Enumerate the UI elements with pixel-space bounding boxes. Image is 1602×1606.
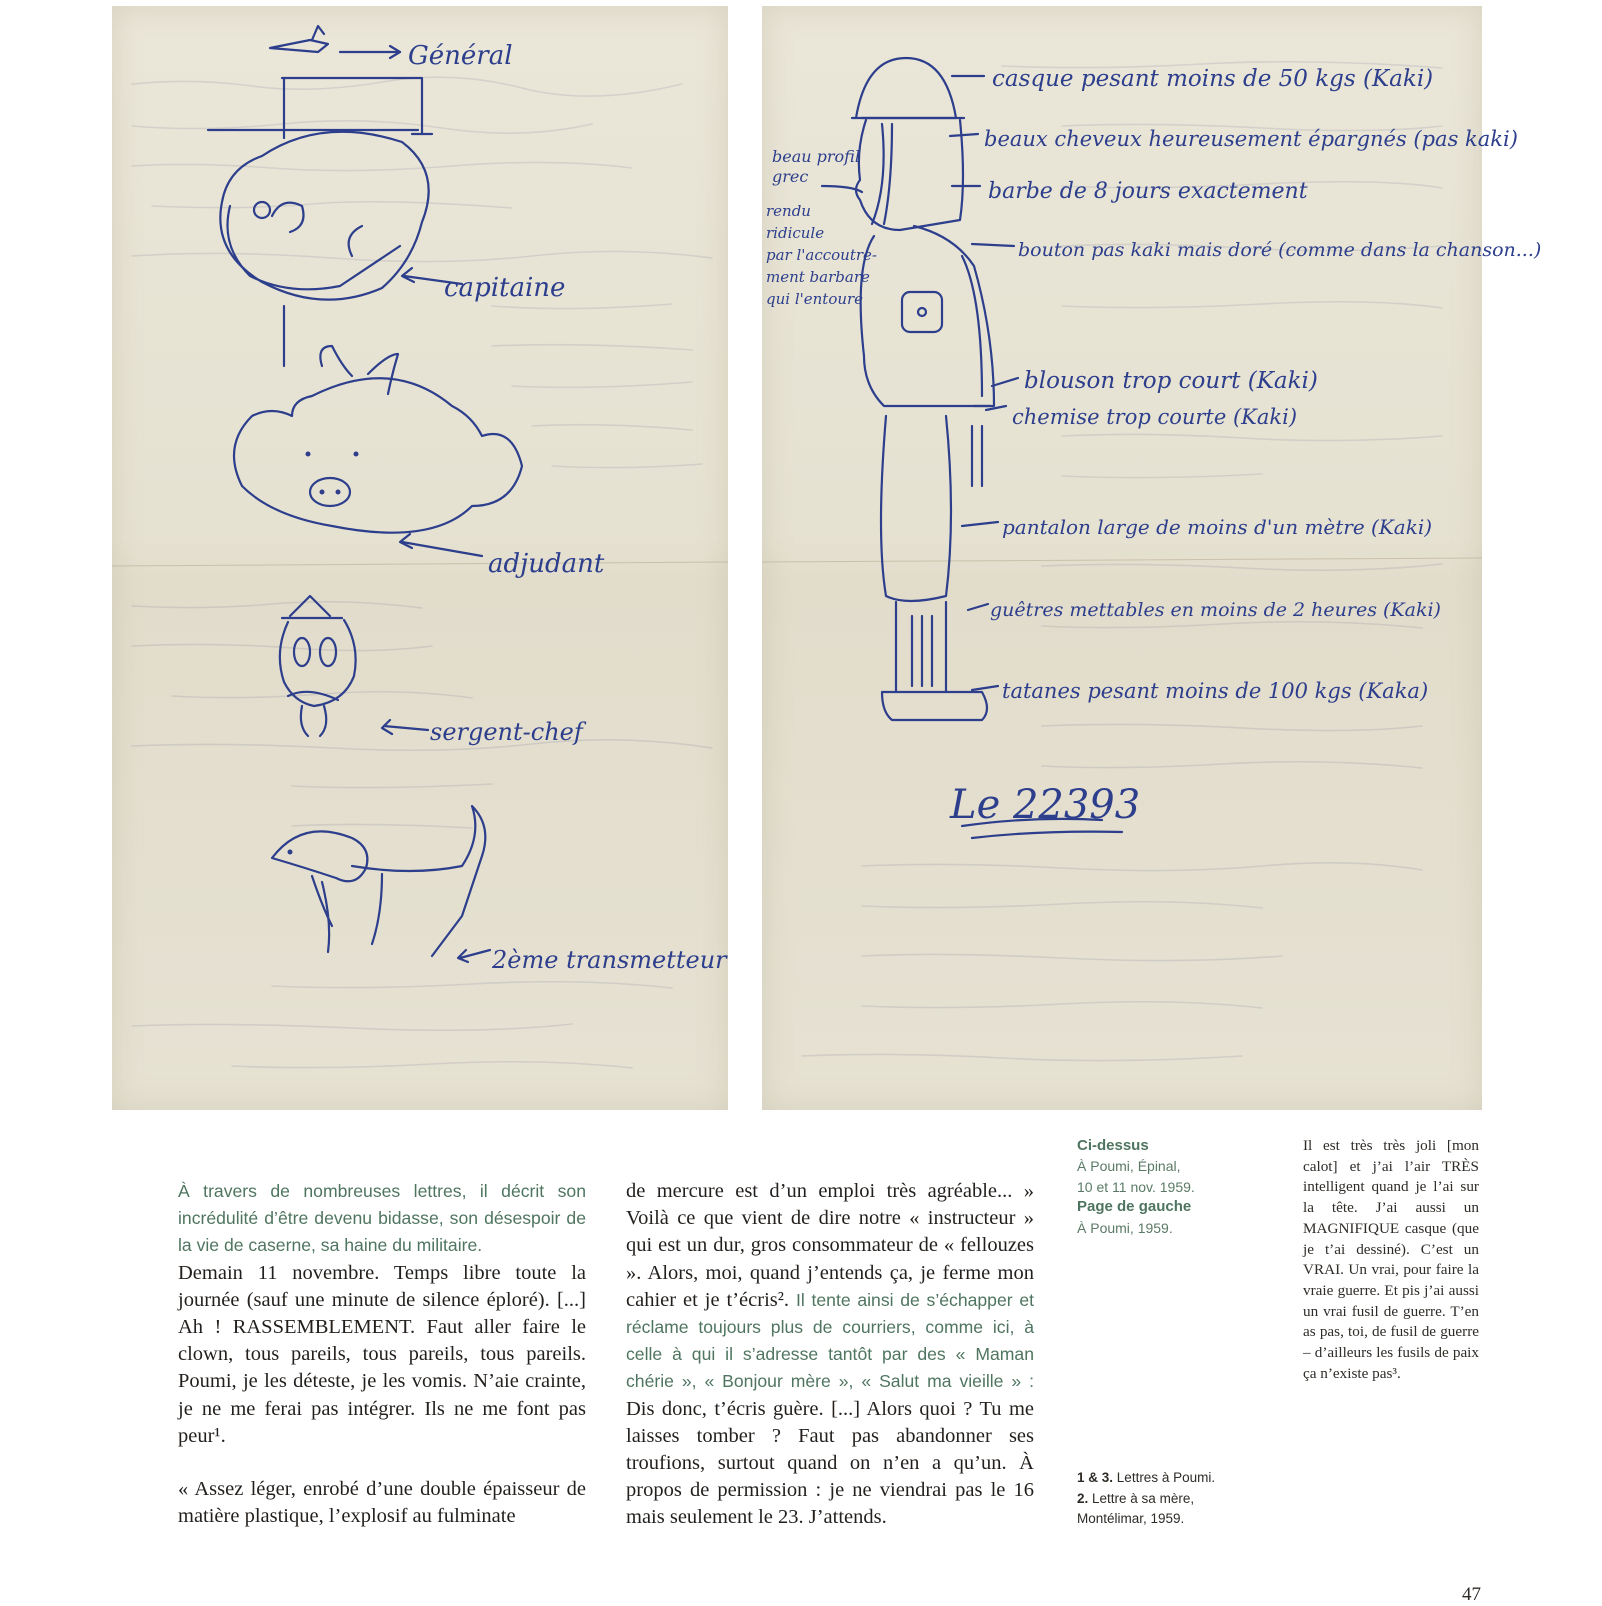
- footnote-2-text-2: Montélimar, 1959.: [1077, 1511, 1185, 1526]
- label-rendu-4: ment barbare: [766, 268, 870, 286]
- label-blouson: blouson trop court (Kaki): [1024, 368, 1318, 394]
- fold-line: [112, 562, 728, 566]
- label-adjudant: adjudant: [488, 549, 605, 579]
- label-rendu-3: par l'accoutre-: [766, 246, 877, 264]
- quote-end: Dis donc, t’écris guère. [...] Alors quoi ? Tu me laisses tomber ? Faut pas abandonner ses troufions, surtout quand on n’en a qu’un. À propos de permission : je ne viendrai pas le 16 mais seulement le 23. J’attends.: [626, 1397, 1034, 1529]
- letter-photo-left: [112, 6, 728, 1110]
- caption-above-text-1: À Poumi, Épinal,: [1077, 1158, 1181, 1175]
- label-sergent-chef: sergent-chef: [430, 718, 583, 746]
- letter-left-drawing: [112, 6, 728, 1110]
- label-bouton: bouton pas kaki mais doré (comme dans la chanson...): [1018, 239, 1542, 261]
- label-rendu-1: rendu: [766, 202, 811, 220]
- letter-photo-right: [762, 6, 1542, 1110]
- label-signature: Le 22393: [950, 782, 1141, 828]
- label-general: Général: [408, 41, 513, 71]
- label-cheveux: beaux cheveux heureusement épargnés (pas kaki): [984, 127, 1518, 151]
- footnote-1-number: 1 & 3.: [1077, 1470, 1114, 1485]
- caption-left-title: Page de gauche: [1077, 1198, 1192, 1216]
- footnote-2-number: 2.: [1077, 1490, 1089, 1506]
- footnote-2: [1077, 1489, 1277, 1510]
- label-tatanes: tatanes pesant moins de 100 kgs (Kaka): [1002, 679, 1429, 703]
- caption-above-text-2: 10 et 11 nov. 1959.: [1077, 1178, 1195, 1195]
- sidebar-quote: Il est très très joli [mon calot] et j’ai l’air TRÈS intelligent quand je l’ai sur la tête. J’ai aussi un MAGNIFIQUE casque (que je t’ai dessiné). C’est un VRAI. Un vrai, pour faire la vraie guerre. Et pis j’ai aussi un vrai fusil de guerre. T’en as pas, toi, de fusil de guerre – d’ailleurs les fusils de paix ça n’existe pas³.: [1303, 1137, 1479, 1382]
- sergent-chef-drawing: [280, 596, 428, 736]
- label-chemise: chemise trop courte (Kaki): [1012, 405, 1298, 429]
- label-barbe: barbe de 8 jours exactement: [988, 179, 1308, 204]
- fold-line: [762, 558, 1482, 562]
- label-guetres: guêtres mettables en moins de 2 heures (Kaki): [990, 599, 1441, 621]
- quote-paragraph-2: « Assez léger, enrobé d’une double épaisseur de matière plastique, l’explosif au fulminate: [178, 1478, 586, 1528]
- label-rendu-2: ridicule: [766, 224, 825, 242]
- caption-above-title: Ci-dessus: [1077, 1137, 1149, 1154]
- quote-paragraph: Demain 11 novembre. Temps libre toute la journée (sauf une minute de silence éploré). [...] Ah ! RASSEMBLEMENT. Faut aller faire le clown, tous pareils, tous pareils, tous pareils. Poumi, je les déteste, je les vomis. N’aie crainte, je ne me ferai pas intégrer. Ils ne me font pas peur¹.: [178, 1261, 586, 1447]
- text-column-1: [178, 1178, 586, 1530]
- footnotes: [1077, 1468, 1277, 1530]
- label-capitaine: capitaine: [444, 273, 566, 303]
- label-pantalon: pantalon large de moins d'un mètre (Kaki): [1002, 515, 1433, 539]
- caption-left-text: À Poumi, 1959.: [1077, 1219, 1173, 1236]
- intro-paragraph: À travers de nombreuses lettres, il décrit son incrédulité d’être devenu bidasse, son désespoir de la vie de caserne, sa haine du militaire.: [178, 1181, 586, 1256]
- transmetteur-drawing: [272, 806, 490, 962]
- soldier-drawing: [822, 58, 1122, 838]
- profile-note: [766, 147, 877, 308]
- quote-continuation: de mercure est d’un emploi très agréable... » Voilà ce que vient de dire notre « instructeur » qui est un dur, gros consommateur de « fellouzes ». Alors, moi, quand j’entends ça, je ferme mon cahier et je t’écris².: [626, 1180, 1034, 1311]
- footnote-1: [1077, 1468, 1277, 1489]
- label-profil-2: grec: [772, 167, 809, 186]
- label-transmetteur: 2ème transmetteur: [492, 946, 727, 974]
- commentary: Il tente ainsi de s’échapper et réclame toujours plus de courriers, comme ici, à celle à qui il s’adresse tantôt par des « Maman chérie », « Bonjour mère », « Salut ma vieille » :: [626, 1289, 1034, 1392]
- footnote-2-text-1: Lettre à sa mère,: [1092, 1490, 1195, 1506]
- page-number: 47: [1462, 1584, 1481, 1605]
- footnote-1-text: Lettres à Poumi.: [1116, 1470, 1216, 1485]
- letter-right-drawing: [762, 6, 1542, 1110]
- label-casque: casque pesant moins de 50 kgs (Kaki): [992, 66, 1434, 92]
- adjudant-drawing: [234, 346, 522, 556]
- text-column-2: [626, 1178, 1034, 1532]
- label-profil-1: beau profil: [772, 147, 860, 166]
- image-captions: [1077, 1136, 1277, 1238]
- label-rendu-5: qui l'entoure: [766, 290, 864, 308]
